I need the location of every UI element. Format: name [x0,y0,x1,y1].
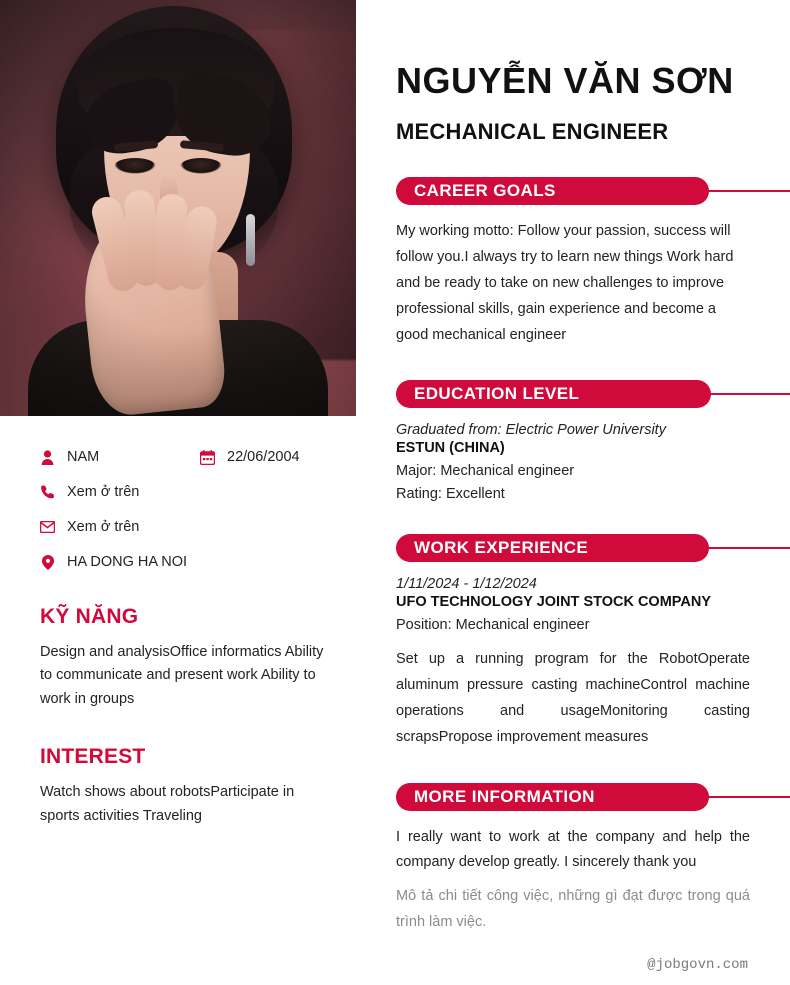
experience-dates: 1/11/2024 - 1/12/2024 [396,576,537,593]
location-pin-icon [40,553,55,571]
education-school: Graduated from: Electric Power University [396,422,666,439]
contact-address-value: HA DONG HA NOI [67,554,188,570]
section-header-experience [396,534,790,562]
contact-info-grid [40,448,324,571]
right-column [356,0,790,985]
contact-phone [40,483,200,501]
portrait-photo [0,0,356,416]
section-header-career-goals [396,177,790,205]
experience-description: Set up a running program for the RobotOperate aluminum pressure casting machineControl machine operations and usageMonitoring casting scrapsPropose improvement measures [396,651,750,745]
calendar-icon [200,448,215,466]
contact-gender-value: NAM [67,449,100,465]
section-header-education [396,380,790,408]
contact-birthday [200,448,324,466]
mail-icon [40,518,55,536]
section-title-more-information: MORE INFORMATION [396,783,709,811]
contact-spacer-3 [200,553,324,571]
experience-company: UFO TECHNOLOGY JOINT STOCK COMPANY [396,594,711,611]
contact-birthday-value: 22/06/2004 [227,449,300,465]
portrait-illustration [0,0,356,416]
interest-title: INTEREST [40,745,146,769]
job-title: MECHANICAL ENGINEER [396,119,669,145]
skills-title: KỸ NĂNG [40,605,139,628]
contact-phone-value: Xem ở trên [67,484,140,500]
contact-gender [40,448,200,466]
career-goals-body: My working motto: Follow your passion, success will follow you.I always try to learn new things Work hard and be ready to take on new challenges to improve professional skills, gain experience and become a good mechanical engineer [396,223,734,343]
page-title: NGUYỄN VĂN SƠN [396,60,734,101]
phone-icon [40,483,55,501]
more-information-body: I really want to work at the company and help the company develop greatly. I sincerely thank you [396,828,750,871]
section-title-career-goals: CAREER GOALS [396,177,709,205]
education-org: ESTUN (CHINA) [396,440,505,457]
left-column [0,0,356,985]
contact-spacer-2 [200,518,324,536]
left-content [0,416,356,828]
interest-body: Watch shows about robotsParticipate in sports activities Traveling [40,784,295,824]
skills-body: Design and analysisOffice informatics Ability to communicate and present work Ability to work in groups [40,644,324,707]
contact-spacer-1 [200,483,324,501]
section-title-experience: WORK EXPERIENCE [396,534,709,562]
more-information-note: Mô tả chi tiết công việc, những gì đạt được trong quá trình làm việc. [396,888,750,930]
section-title-education: EDUCATION LEVEL [396,380,711,408]
person-icon [40,448,55,466]
education-major: Major: Mechanical engineer [396,463,575,480]
contact-email [40,518,200,536]
education-rating: Rating: Excellent [396,486,505,503]
contact-address [40,553,200,571]
contact-email-value: Xem ở trên [67,519,140,535]
section-header-more-information [396,783,790,811]
experience-position: Position: Mechanical engineer [396,617,590,634]
watermark: @jobgovn.com [647,957,748,973]
